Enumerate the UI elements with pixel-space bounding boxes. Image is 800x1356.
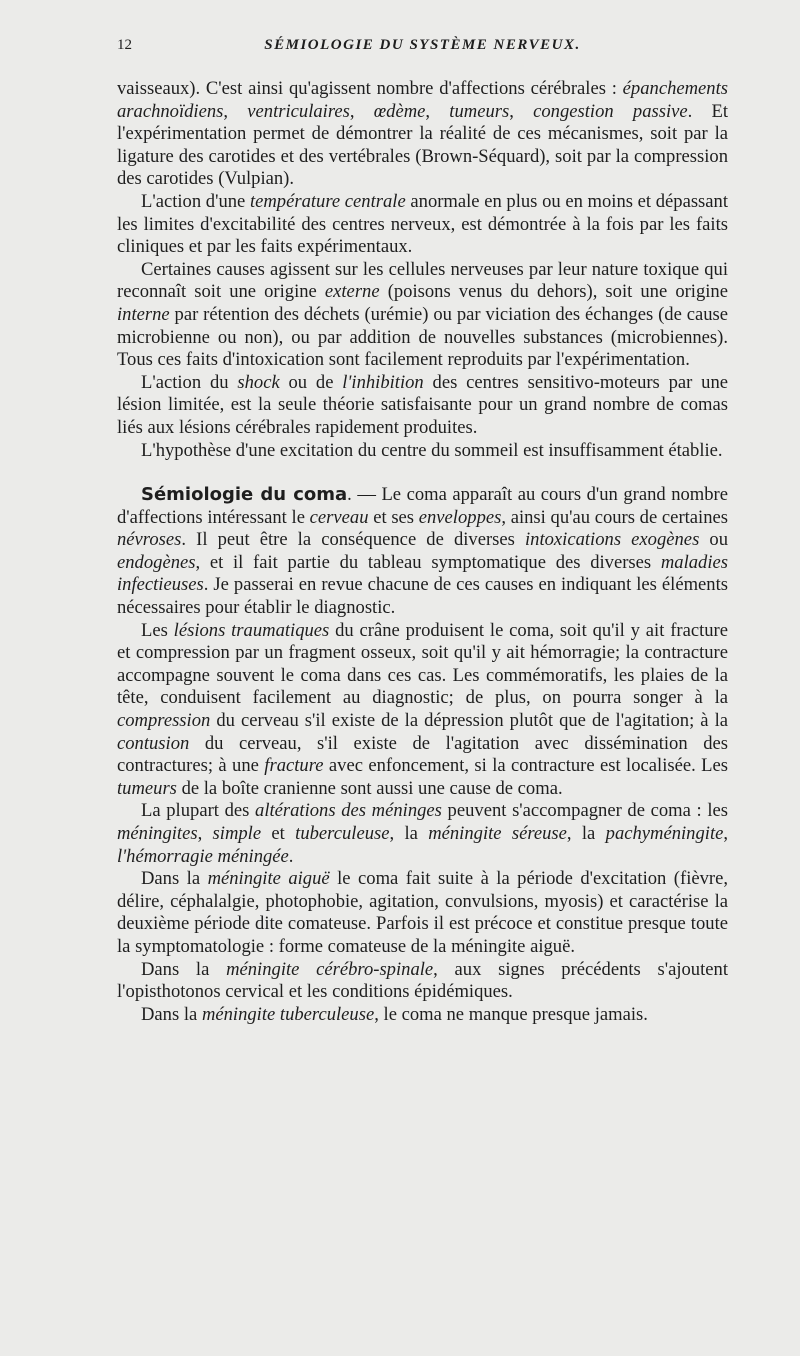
italic-term: tuberculeuse xyxy=(295,823,390,844)
paragraph xyxy=(117,620,728,801)
paragraph xyxy=(117,868,728,958)
paragraph xyxy=(117,78,728,191)
text-run: . Et l'expérimentation permet de démontrer la réalité de ces mécanismes, soit par la ligature des carotides et des vertébrales (Brown-Séquard), soit par la compression des carotides (Vulpian). xyxy=(117,100,729,190)
page-number: 12 xyxy=(117,37,132,53)
text-run: Dans la xyxy=(141,868,208,890)
italic-term: simple xyxy=(212,823,262,844)
text-run: , la xyxy=(389,823,429,844)
body-text xyxy=(117,78,728,1026)
text-run: , xyxy=(425,100,450,122)
text-run: La plupart des xyxy=(141,800,256,822)
text-run: par rétention des déchets (urémie) ou par viciation des échanges (de cause microbienne ou non), ou par addition de nouvelles substances (microbiennes). Tous ces faits d'intoxication sont facilement reproduits par l'expérimentation. xyxy=(117,303,728,371)
text-run: et xyxy=(261,823,296,844)
italic-term: température centrale xyxy=(249,190,406,212)
text-run: L'hypothèse d'une excitation du centre du sommeil est insuffisamment établie. xyxy=(141,439,723,461)
text-run: , et il fait partie du tableau symptomatique des diverses xyxy=(195,551,661,573)
text-run: de la boîte cranienne sont aussi une cause de coma. xyxy=(176,777,563,799)
text-run: , xyxy=(223,100,248,122)
text-run: et ses xyxy=(368,506,419,528)
section-heading: Sémiologie du coma xyxy=(141,484,348,506)
italic-term: tumeurs xyxy=(117,777,177,799)
text-run: anormale en plus ou en moins et dépassant les limites d'excitabilité des centres nerveux, est démontrée à la fois par les faits cliniques et par les faits expérimentaux. xyxy=(117,190,729,258)
text-run: Dans la xyxy=(141,1003,202,1025)
paragraph xyxy=(117,959,728,1004)
text-run: L'action d'une xyxy=(141,190,250,212)
text-run: . xyxy=(288,845,294,867)
text-run: , xyxy=(723,823,729,844)
paragraph xyxy=(117,1004,728,1027)
paragraph xyxy=(117,800,728,868)
text-run: . Il peut être la conséquence de diverses xyxy=(181,529,525,551)
text-run: , la xyxy=(566,823,606,844)
italic-term: compression xyxy=(117,710,211,732)
text-run: Certaines causes agissent sur les cellules nerveuses par leur nature toxique qui reconnaît soit une origine xyxy=(117,258,728,303)
italic-term: lésions traumatiques xyxy=(173,619,330,641)
italic-term: cerveau xyxy=(309,506,369,528)
italic-term: shock xyxy=(237,371,280,393)
text-run: le coma fait suite à la période d'excitation (fièvre, délire, céphalalgie, photophobie, agitation, convulsions, myosis) et caractérise la deuxième période dite comateuse. Parfois il est précoce et constitue presque toute la symptomatologie : forme comateuse de la méningite aiguë. xyxy=(117,868,728,957)
text-run: avec enfoncement, si la contracture est localisée. Les xyxy=(323,755,728,777)
italic-term: congestion passive xyxy=(533,100,688,122)
text-run: du crâne produisent le coma, soit qu'il y ait fracture et compression par un fragment osseux, soit qu'il y ait hémorragie; la contracture accompagne souvent le coma dans ces cas. Les commémoratifs, les plaies de la tête, conduisent facilement au diagnostic; de plus, on pourra songer à la xyxy=(117,619,728,709)
italic-term: méningite séreuse xyxy=(428,823,567,844)
paragraph xyxy=(117,191,728,259)
text-run: . Je passerai en revue chacune de ces causes en indiquant les éléments nécessaires pour établir le diagnostic. xyxy=(117,574,728,619)
paragraph xyxy=(117,259,728,372)
text-run: peuvent s'accompagner de coma : les xyxy=(441,800,728,822)
italic-term: contusion xyxy=(117,732,190,754)
italic-term: fracture xyxy=(264,755,324,777)
section-paragraph xyxy=(117,484,728,620)
italic-term: méningite tuberculeuse xyxy=(201,1003,375,1025)
page-header xyxy=(117,37,728,61)
text-run: du cerveau, s'il existe de l'agitation avec dissémination des contractures; à une xyxy=(117,732,728,777)
text-run: , xyxy=(349,100,374,122)
text-run: Dans la xyxy=(141,958,227,980)
italic-term: tumeurs xyxy=(449,100,510,122)
italic-term: épanchements arachnoïdiens xyxy=(117,78,728,122)
text-run: ou de xyxy=(279,371,343,393)
italic-term: enveloppes xyxy=(418,506,502,528)
text-run: du cerveau s'il existe de la dépression plutôt que de l'agitation; à la xyxy=(210,710,728,732)
text-run: ou xyxy=(699,529,729,551)
text-run: vaisseaux). C'est ainsi qu'agissent nombre d'affections cérébrales : xyxy=(117,78,623,99)
text-run: des centres sensitivo-moteurs par une lésion limitée, est la seule théorie satisfaisante pour un grand nombre de comas liés aux lésions cérébrales rapidement produites. xyxy=(117,371,728,438)
text-run: , ainsi qu'au cours de certaines xyxy=(501,506,729,528)
italic-term: névroses xyxy=(117,529,182,551)
italic-term: l'inhibition xyxy=(342,371,424,393)
italic-term: maladies infectieuses xyxy=(117,551,728,596)
italic-term: méningite cérébro-spinale xyxy=(226,958,434,980)
italic-term: œdème xyxy=(373,100,426,122)
italic-term: ventriculaires xyxy=(247,100,350,122)
italic-term: altérations des méninges xyxy=(255,800,442,822)
text-run: , xyxy=(197,823,213,844)
text-run: L'action du xyxy=(141,371,238,393)
italic-term: externe xyxy=(324,281,380,303)
text-run: . — Le coma apparaît au cours d'un grand nombre d'affections intéressant le xyxy=(117,484,728,528)
text-run: , xyxy=(509,100,534,122)
paragraph xyxy=(117,440,728,463)
text-run: , le coma ne manque presque jamais. xyxy=(374,1003,648,1025)
italic-term: l'hémorragie méningée xyxy=(117,845,289,867)
text-run: (poisons venus du dehors), soit une origine xyxy=(379,281,728,303)
italic-term: pachyméningite xyxy=(605,823,724,844)
italic-term: méningite aiguë xyxy=(207,868,330,890)
text-run: , aux signes précédents s'ajoutent l'opisthotonos cervical et les conditions épidémiques. xyxy=(117,958,728,1003)
running-head: SÉMIOLOGIE DU SYSTÈME NERVEUX. xyxy=(264,37,581,53)
text-run: Les xyxy=(141,619,174,641)
italic-term: intoxications exogènes xyxy=(525,529,700,551)
italic-term: méningites xyxy=(117,823,198,844)
paragraph xyxy=(117,372,728,440)
italic-term: endogènes xyxy=(117,551,196,573)
italic-term: interne xyxy=(117,303,170,325)
